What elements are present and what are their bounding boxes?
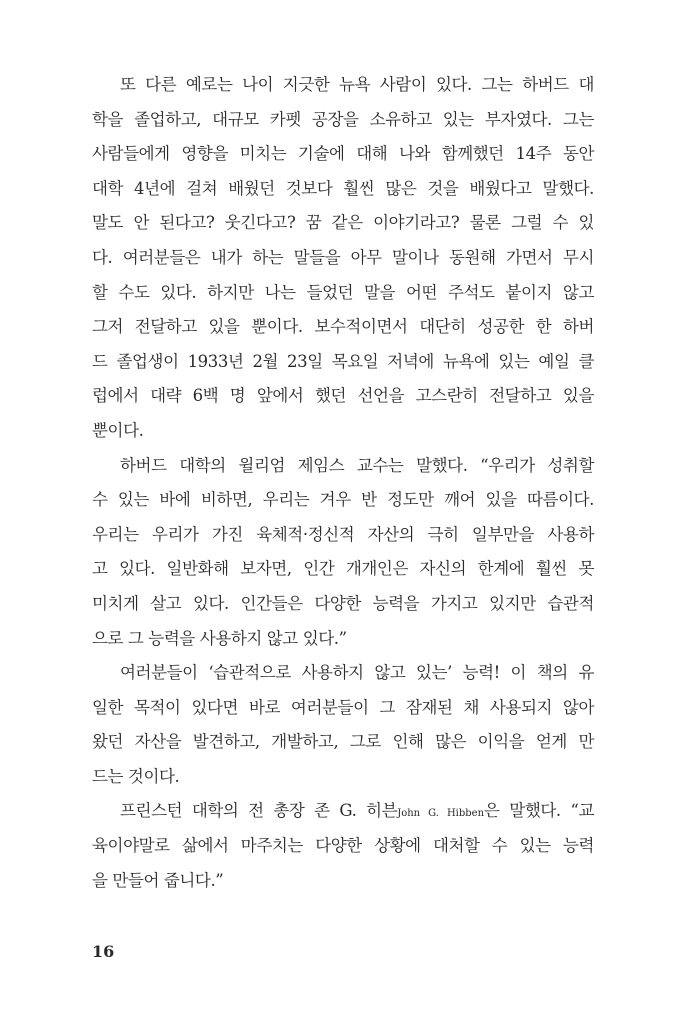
text-line: 그저 전달하고 있을 뿐이다. 보수적이면서 대단히 성공한 한 하버 <box>92 317 594 337</box>
text-line: 을 만들어 줍니다.” <box>92 870 224 890</box>
text-line: 으로 그 능력을 사용하지 않고 있다.” <box>92 628 347 648</box>
text-line: 드는 것이다. <box>92 766 180 786</box>
english-name-gloss: John G. Hibben <box>397 808 485 820</box>
text-line: 드 졸업생이 1933년 2월 23일 목요일 저녁에 뉴욕에 있는 예일 클 <box>92 351 594 371</box>
page-number: 16 <box>92 942 115 961</box>
text-line: 고 있다. 일반화해 보자면, 인간 개개인은 자신의 한계에 훨씬 못 <box>92 559 594 579</box>
paragraph-2 <box>92 449 594 657</box>
paragraph-1 <box>92 68 594 449</box>
body-text <box>92 68 594 898</box>
paragraph-3 <box>92 656 594 794</box>
text-line: 사람들에게 영향을 미치는 기술에 대해 나와 함께했던 14주 동안 <box>92 144 594 164</box>
text-line: 또 다른 예로는 나이 지긋한 뉴욕 사람이 있다. 그는 하버드 대 <box>120 75 594 94</box>
text-line: 학을 졸업하고, 대규모 카펫 공장을 소유하고 있는 부자였다. 그는 <box>92 109 594 129</box>
text-line: 할 수도 있다. 하지만 나는 들었던 말을 어떤 주석도 붙이지 않고 <box>92 282 594 302</box>
text-line: 다. 여러분들은 내가 하는 말들을 아무 말이나 동원해 가면서 무시 <box>92 247 594 267</box>
text-line <box>92 794 594 829</box>
text-line: 하버드 대학의 윌리엄 제임스 교수는 말했다. “우리가 성취할 <box>120 455 594 475</box>
text-line: 대학 4년에 걸쳐 배웠던 것보다 훨씬 많은 것을 배웠다고 말했다. <box>92 178 594 198</box>
text-line: 말도 안 된다고? 웃긴다고? 꿈 같은 이야기라고? 물론 그럴 수 있 <box>92 213 594 233</box>
text-segment: 은 말했다. “교 <box>484 801 594 821</box>
text-line: 수 있는 바에 비하면, 우리는 겨우 반 정도만 깨어 있을 따름이다. <box>92 490 594 510</box>
text-segment: 프린스턴 대학의 전 총장 존 G. 히븐 <box>120 801 398 821</box>
text-line: 왔던 자산을 발견하고, 개발하고, 그로 인해 많은 이익을 얻게 만 <box>92 732 594 752</box>
paragraph-4 <box>92 794 594 898</box>
text-line: 뿐이다. <box>92 420 144 440</box>
text-line: 럽에서 대략 6백 명 앞에서 했던 선언을 고스란히 전달하고 있을 <box>92 386 594 406</box>
text-line: 육이야말로 삶에서 마주치는 다양한 상황에 대처할 수 있는 능력 <box>92 836 594 856</box>
text-line: 일한 목적이 있다면 바로 여러분들이 그 잠재된 채 사용되지 않아 <box>92 697 594 717</box>
text-line: 우리는 우리가 가진 육체적·정신적 자산의 극히 일부만을 사용하 <box>92 524 594 544</box>
text-line: 여러분들이 ‘습관적으로 사용하지 않고 있는’ 능력! 이 책의 유 <box>120 663 594 683</box>
text-line: 미치게 살고 있다. 인간들은 다양한 능력을 가지고 있지만 습관적 <box>92 593 594 613</box>
